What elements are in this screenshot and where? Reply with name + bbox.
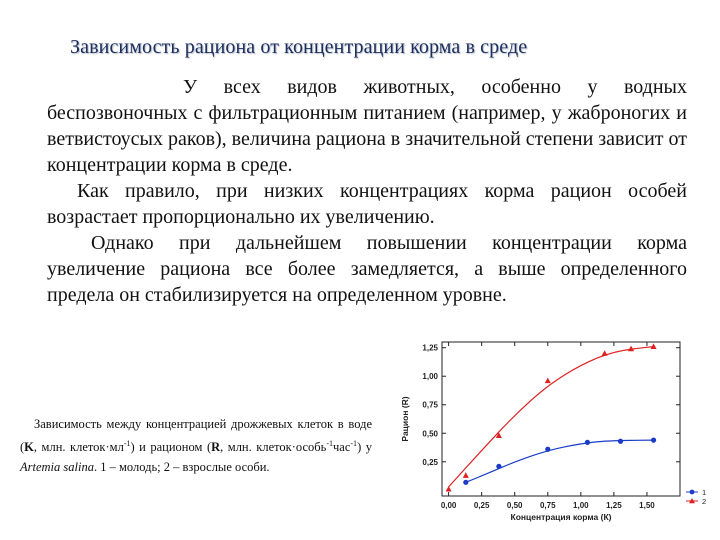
caption-species: Artemia salina	[20, 460, 94, 475]
paragraph-2: Как правило, при низких концентрациях корма рацион особей возрастает пропорционально их увеличению.	[47, 180, 687, 228]
caption-text-3: ) и рационом (	[130, 440, 212, 455]
data-point-series-1	[496, 464, 501, 469]
y-axis-label: Рацион (R)	[400, 396, 410, 442]
data-point-series-2	[545, 378, 551, 384]
caption-text-2: , млн. клеток·мл	[33, 440, 124, 455]
caption-text-7: . 1 – молодь; 2 – взрослые особи.	[93, 460, 270, 475]
x-tick-label: 0,00	[440, 501, 457, 510]
data-points	[446, 343, 657, 491]
data-point-series-2	[651, 343, 657, 349]
caption-text-5: час	[333, 440, 351, 455]
x-tick-label: 0,50	[506, 501, 523, 510]
page-title: Зависимость рациона от концентрации корма в среде	[70, 36, 528, 58]
y-tick-label: 0,25	[422, 457, 438, 467]
data-point-series-1	[618, 439, 623, 444]
y-tick-label: 1,00	[422, 372, 438, 382]
caption-sup-1: -1	[123, 439, 131, 448]
caption-r-symbol: R	[211, 440, 221, 455]
legend-label-1: 1	[702, 488, 707, 497]
legend	[686, 488, 706, 506]
legend-label-2: 2	[702, 497, 707, 506]
data-point-series-2	[463, 472, 469, 478]
y-tick-label: 0,75	[422, 400, 438, 410]
legend-marker-1	[690, 490, 695, 495]
caption-text-6: ) у	[357, 440, 372, 455]
data-point-series-1	[651, 438, 656, 443]
data-point-series-2	[496, 432, 502, 438]
paragraph-3: Однако при дальнейшем повышении концентрации корма увеличение рациона все более замедляется, а выше определенного предела он стабилизируется на определенном уровне.	[47, 232, 687, 306]
figure-caption	[20, 414, 372, 477]
caption-sup-3: -1	[350, 439, 358, 448]
caption-k-symbol: K	[24, 440, 34, 455]
caption-text-1: Зависимость между концентрацией дрожжевых клеток в воде (	[20, 417, 372, 455]
data-point-series-1	[585, 440, 590, 445]
caption-sup-2: -1	[326, 439, 333, 448]
caption-text-4: , млн. клеток·особь	[220, 440, 327, 455]
fit-curve-series-2	[449, 347, 654, 487]
data-point-series-1	[463, 480, 468, 485]
x-tick-label: 1,25	[606, 501, 622, 510]
axis-ticks	[422, 342, 680, 510]
x-tick-label: 1,00	[573, 501, 589, 510]
data-point-series-2	[602, 350, 608, 356]
fit-curve-series-1	[466, 440, 654, 482]
x-tick-label: 0,25	[473, 501, 490, 510]
data-point-series-2	[446, 486, 452, 492]
x-tick-label: 0,75	[539, 501, 556, 510]
plot-frame	[442, 342, 680, 496]
x-tick-label: 1,50	[639, 501, 655, 510]
y-tick-label: 0,50	[422, 429, 438, 439]
x-axis-label: Концентрация корма (К)	[510, 512, 612, 522]
y-tick-label: 1,25	[422, 343, 438, 353]
data-point-series-1	[545, 447, 550, 452]
paragraph-1: У всех видов животных, особенно у водных беспозвоночных с фильтрационным питанием (например, у жаброногих и ветвистоусых раков), величина рациона в значительной степени зависит от концентрации корма в среде.	[47, 76, 687, 176]
ration-chart	[396, 336, 712, 532]
fit-curves	[449, 347, 654, 487]
